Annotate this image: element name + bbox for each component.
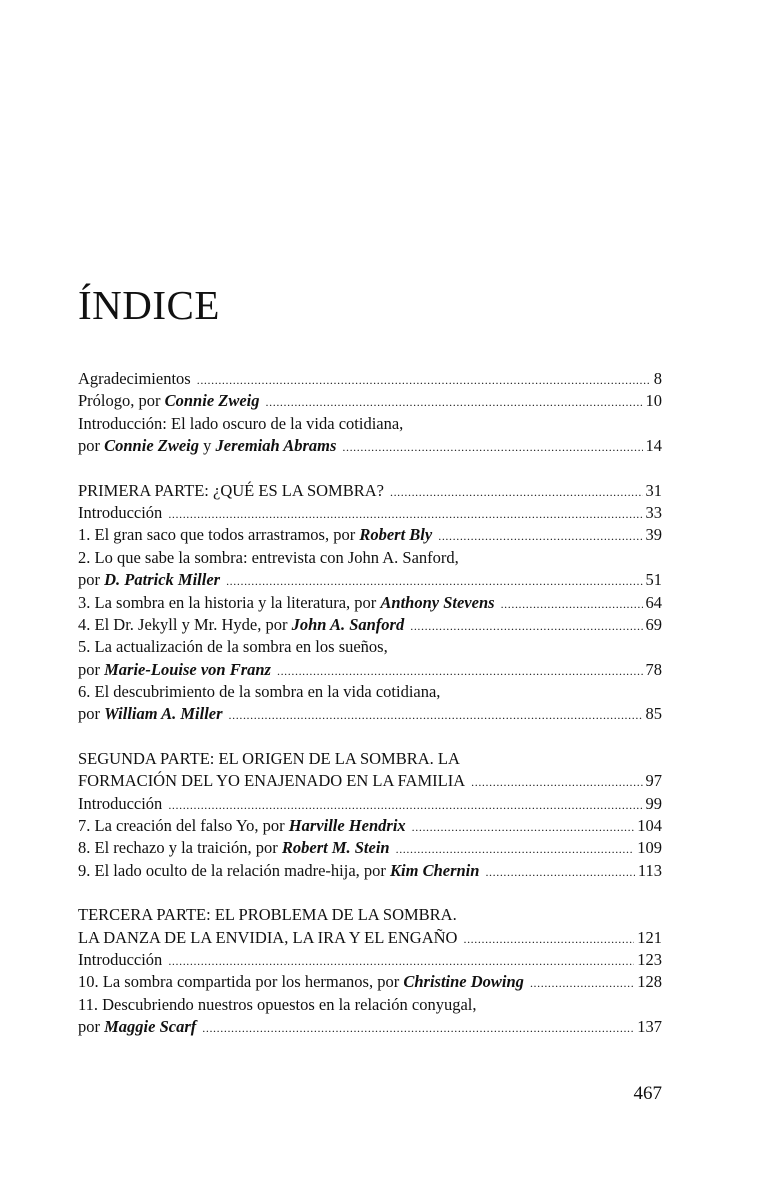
entry-author: D. Patrick Miller xyxy=(104,570,221,590)
dot-leader xyxy=(202,1017,634,1039)
entry-page-number: 121 xyxy=(637,927,662,947)
entry-author: Robert Bly xyxy=(359,525,433,545)
dot-leader xyxy=(342,436,642,458)
toc-entry xyxy=(78,480,662,502)
entry-title xyxy=(78,1016,196,1038)
page-number: 467 xyxy=(633,1083,662,1104)
entry-text: PRIMERA PARTE: ¿QUÉ ES LA SOMBRA? xyxy=(78,480,384,500)
entry-text: Prólogo, por xyxy=(78,391,165,411)
entry-text: 6. El descubrimiento de la sombra en la vida cotidiana, xyxy=(78,682,441,702)
toc-entry xyxy=(78,904,662,926)
toc-entry xyxy=(78,413,662,435)
entry-author: Marie-Louise von Franz xyxy=(104,659,271,679)
toc-entry xyxy=(78,860,662,882)
toc-section xyxy=(78,748,662,882)
entry-title xyxy=(78,548,459,567)
entry-text: 5. La actualización de la sombra en los sueños, xyxy=(78,637,388,657)
entry-text: por xyxy=(78,570,105,590)
dot-leader xyxy=(410,615,642,637)
toc-section xyxy=(78,480,662,726)
entry-title xyxy=(78,927,457,949)
entry-author: Connie Zweig xyxy=(164,391,260,411)
entry-text: por xyxy=(78,1017,105,1037)
entry-text: 10. La sombra compartida por los hermanos, por xyxy=(78,972,404,992)
entry-title xyxy=(78,614,404,636)
entry-page-number: 137 xyxy=(637,1017,662,1037)
toc-entry xyxy=(78,524,662,546)
toc-entry xyxy=(78,815,662,837)
toc-entry xyxy=(78,681,662,703)
entry-author: Anthony Stevens xyxy=(380,592,495,612)
dot-leader xyxy=(226,570,642,592)
toc-section xyxy=(78,904,662,1038)
entry-text: LA DANZA DE LA ENVIDIA, LA IRA Y EL ENGAÑO xyxy=(78,927,458,947)
toc-entry xyxy=(78,592,662,614)
entry-text: Agradecimientos xyxy=(78,369,191,388)
entry-title xyxy=(78,592,495,614)
dot-leader xyxy=(396,838,635,860)
entry-title xyxy=(78,569,220,591)
toc-entry xyxy=(78,994,662,1016)
entry-title xyxy=(78,682,440,701)
entry-author: John A. Sanford xyxy=(291,614,405,634)
entry-page-number: 109 xyxy=(637,838,662,858)
entry-page-number: 69 xyxy=(645,614,662,634)
toc-entry xyxy=(78,368,662,390)
entry-page-number: 10 xyxy=(645,391,662,411)
entry-title xyxy=(78,860,479,882)
entry-author: Jeremiah Abrams xyxy=(215,436,337,456)
entry-text: 2. Lo que sabe la sombra: entrevista con John A. Sanford, xyxy=(78,547,459,567)
entry-author: Robert M. Stein xyxy=(281,838,390,858)
toc-entry xyxy=(78,971,662,993)
entry-page-number: 128 xyxy=(637,972,662,992)
entry-title xyxy=(78,637,388,656)
entry-title xyxy=(78,368,191,390)
entry-title xyxy=(78,435,336,457)
toc-entry xyxy=(78,793,662,815)
book-page xyxy=(78,0,662,1179)
entry-page-number: 8 xyxy=(653,369,662,388)
entry-text: 9. El lado oculto de la relación madre-hija, por xyxy=(78,860,391,880)
entry-title xyxy=(78,480,384,502)
entry-text: por xyxy=(78,704,105,724)
dot-leader xyxy=(438,525,642,547)
entry-page-number: 123 xyxy=(637,949,662,969)
entry-page-number: 31 xyxy=(645,480,662,500)
toc-entry xyxy=(78,927,662,949)
toc-entry xyxy=(78,636,662,658)
entry-page-number: 39 xyxy=(645,525,662,545)
toc-entry xyxy=(78,547,662,569)
dot-leader xyxy=(390,481,643,503)
entry-text: y xyxy=(199,436,216,456)
entry-title xyxy=(78,659,271,681)
entry-author: Harville Hendrix xyxy=(288,816,406,836)
entry-page-number: 78 xyxy=(645,659,662,679)
entry-page-number: 113 xyxy=(637,860,662,880)
entry-title xyxy=(78,837,390,859)
dot-leader xyxy=(168,794,642,816)
dot-leader xyxy=(197,369,651,391)
entry-page-number: 85 xyxy=(645,704,662,724)
toc-entry xyxy=(78,837,662,859)
entry-text: 8. El rechazo y la traición, por xyxy=(78,838,282,858)
entry-title xyxy=(78,770,465,792)
dot-leader xyxy=(485,861,634,883)
entry-text: 3. La sombra en la historia y la literatura, por xyxy=(78,592,381,612)
entry-text: SEGUNDA PARTE: EL ORIGEN DE LA SOMBRA. LA xyxy=(78,748,460,768)
dot-leader xyxy=(412,816,635,838)
dot-leader xyxy=(471,771,642,793)
dot-leader xyxy=(277,660,643,682)
entry-title xyxy=(78,905,457,924)
toc-entry xyxy=(78,614,662,636)
table-of-contents xyxy=(78,368,662,1061)
entry-text: TERCERA PARTE: EL PROBLEMA DE LA SOMBRA. xyxy=(78,905,457,925)
entry-title xyxy=(78,995,477,1014)
entry-title xyxy=(78,749,460,768)
page-title: ÍNDICE xyxy=(78,282,220,328)
entry-author: Christine Dowing xyxy=(403,972,524,992)
entry-text: por xyxy=(78,659,105,679)
entry-author: Maggie Scarf xyxy=(104,1017,197,1037)
entry-title xyxy=(78,703,223,725)
toc-entry xyxy=(78,770,662,792)
toc-entry xyxy=(78,703,662,725)
dot-leader xyxy=(168,503,642,525)
entry-page-number: 64 xyxy=(645,592,662,612)
entry-page-number: 97 xyxy=(645,771,662,791)
dot-leader xyxy=(168,950,634,972)
toc-entry xyxy=(78,569,662,591)
dot-leader xyxy=(229,704,643,726)
toc-entry xyxy=(78,748,662,770)
entry-title xyxy=(78,949,162,971)
entry-title xyxy=(78,390,260,412)
entry-text: 7. La creación del falso Yo, por xyxy=(78,816,289,836)
entry-page-number: 104 xyxy=(637,816,662,836)
toc-entry xyxy=(78,949,662,971)
toc-entry xyxy=(78,659,662,681)
entry-title xyxy=(78,414,403,433)
entry-title xyxy=(78,815,406,837)
entry-text: 1. El gran saco que todos arrastramos, por xyxy=(78,525,360,545)
entry-title xyxy=(78,502,162,524)
entry-text: FORMACIÓN DEL YO ENAJENADO EN LA FAMILIA xyxy=(78,771,466,791)
entry-text: 4. El Dr. Jekyll y Mr. Hyde, por xyxy=(78,614,292,634)
toc-entry xyxy=(78,1016,662,1038)
entry-page-number: 51 xyxy=(645,570,662,590)
toc-entry xyxy=(78,390,662,412)
toc-entry xyxy=(78,435,662,457)
entry-text: Introducción xyxy=(78,949,163,969)
dot-leader xyxy=(266,391,643,413)
entry-author: Kim Chernin xyxy=(390,860,480,880)
dot-leader xyxy=(501,593,643,615)
entry-text: Introducción xyxy=(78,502,163,522)
entry-title xyxy=(78,793,162,815)
dot-leader xyxy=(463,928,634,950)
entry-text: Introducción: El lado oscuro de la vida cotidiana, xyxy=(78,413,404,433)
entry-title xyxy=(78,971,524,993)
entry-text: 11. Descubriendo nuestros opuestos en la relación conyugal, xyxy=(78,994,477,1014)
entry-text: Introducción xyxy=(78,793,163,813)
toc-entry xyxy=(78,502,662,524)
entry-page-number: 99 xyxy=(645,793,662,813)
dot-leader xyxy=(530,972,634,994)
entry-page-number: 33 xyxy=(645,502,662,522)
entry-author: William A. Miller xyxy=(104,704,223,724)
entry-page-number: 14 xyxy=(645,436,662,456)
entry-author: Connie Zweig xyxy=(104,436,200,456)
toc-section xyxy=(78,368,662,458)
entry-title xyxy=(78,524,432,546)
entry-text: por xyxy=(78,436,105,456)
